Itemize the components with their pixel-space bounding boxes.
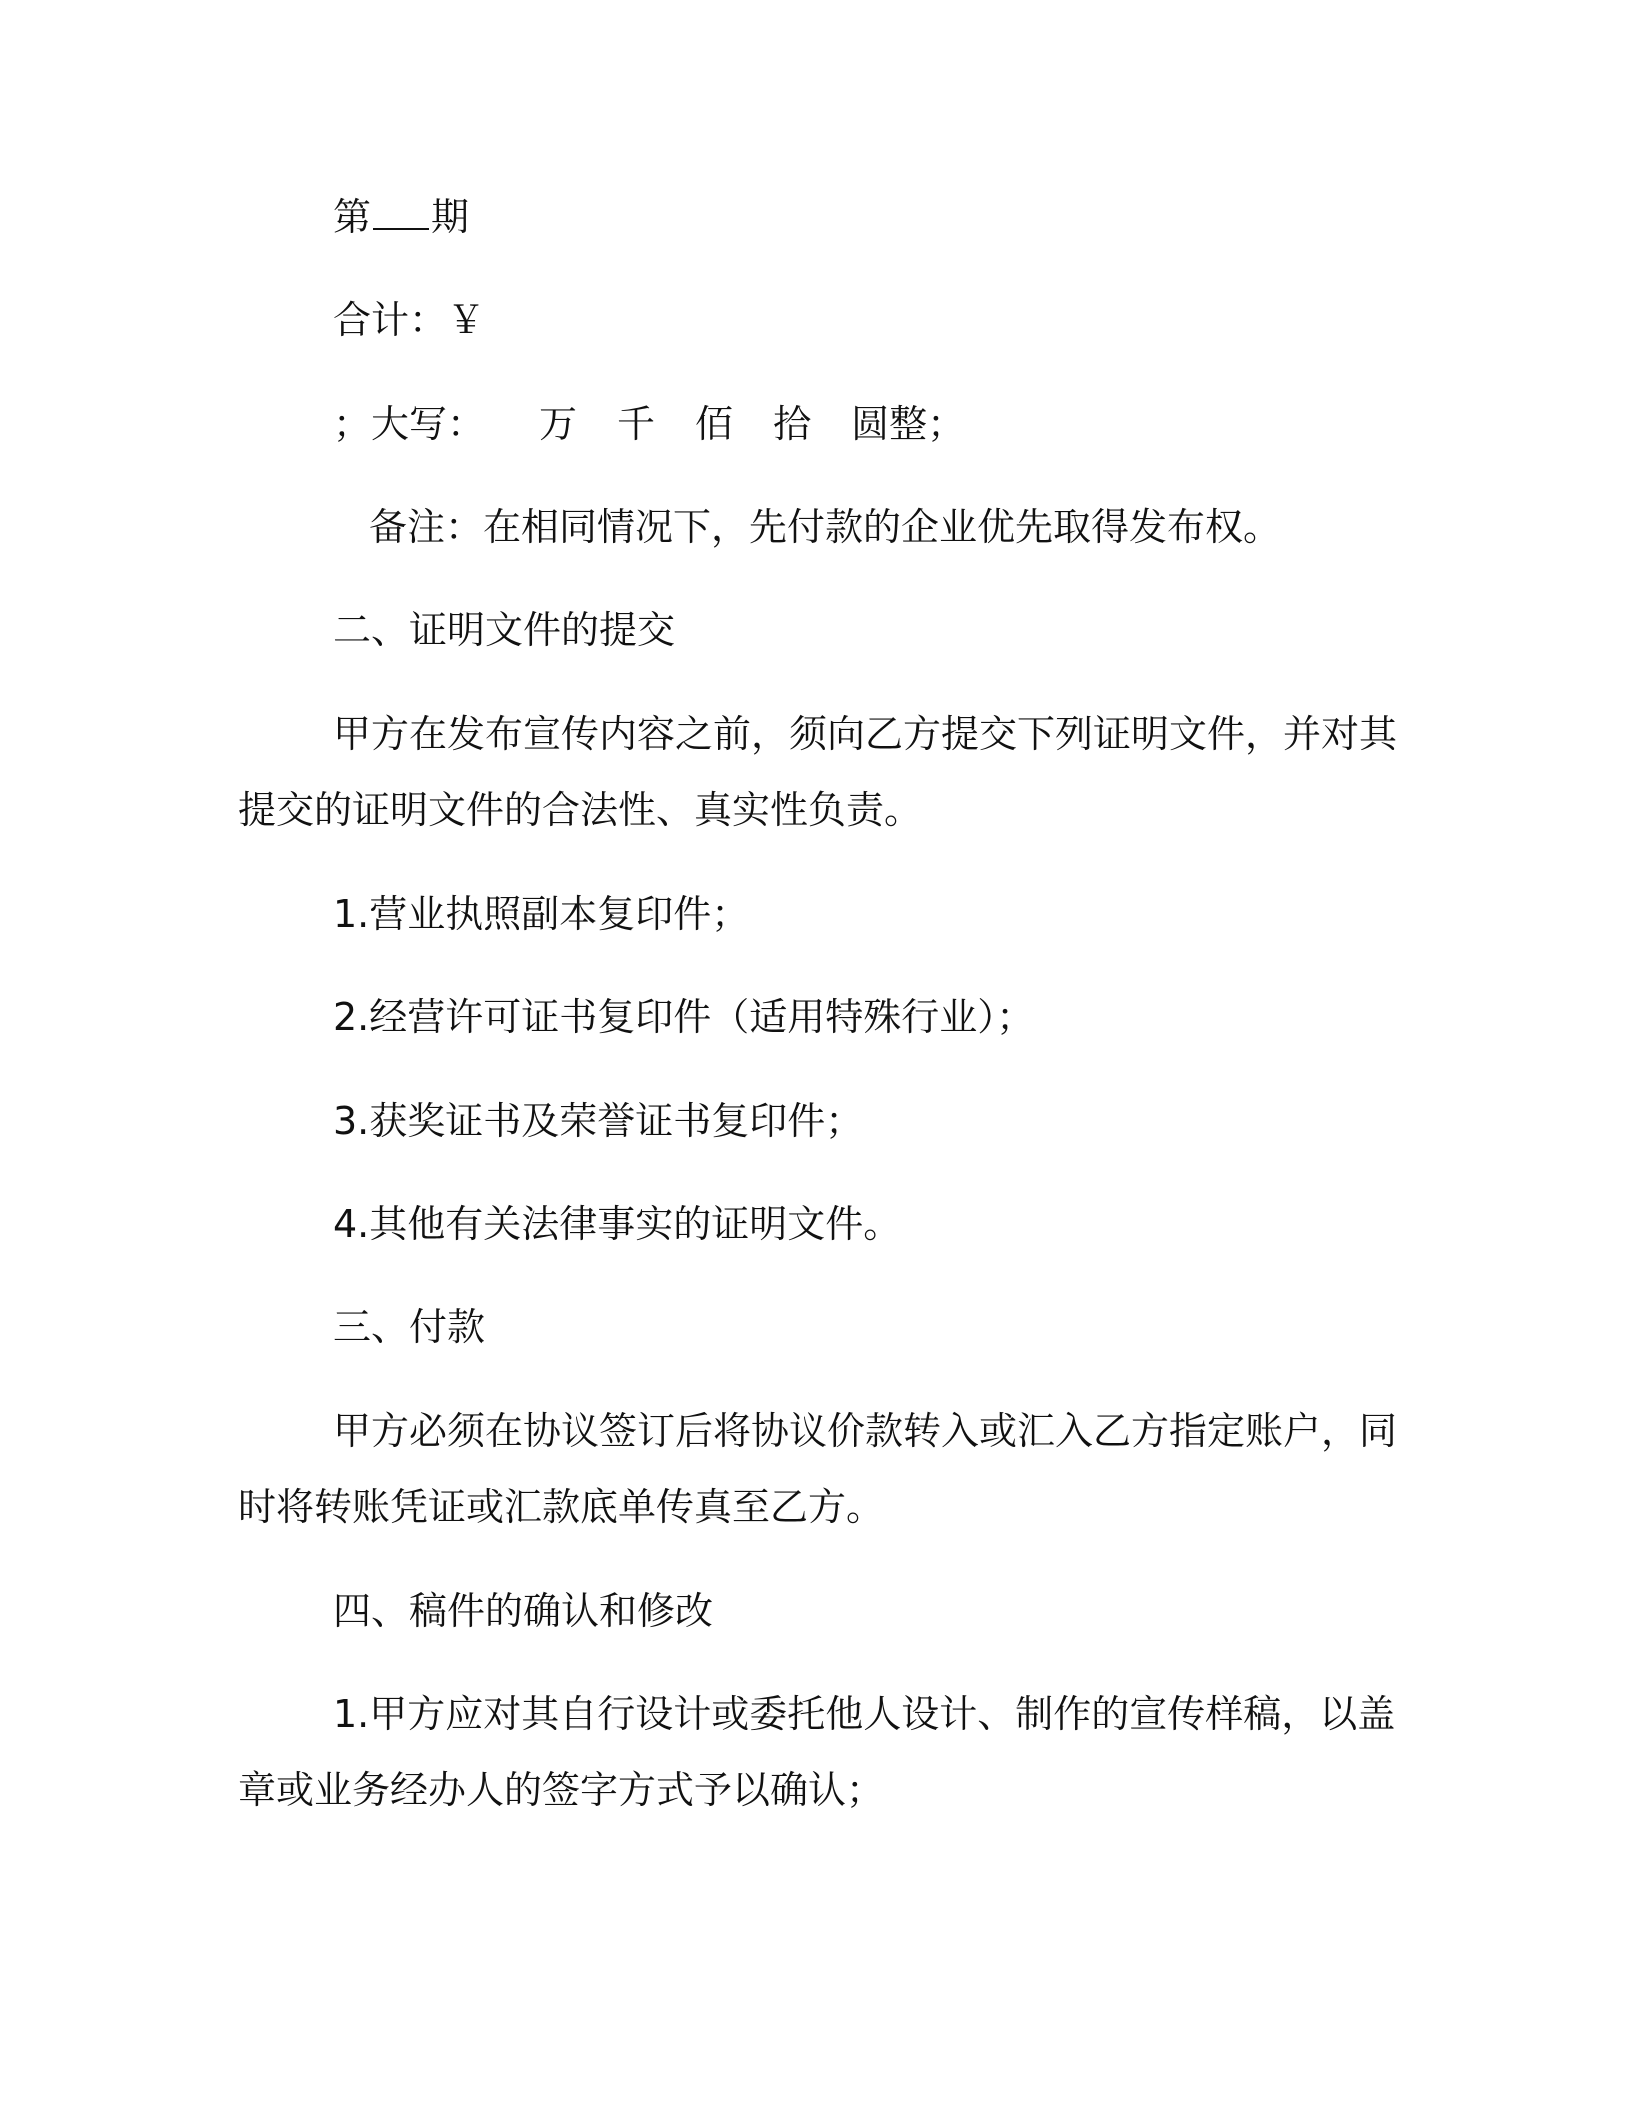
note-line: 备注：在相同情况下，先付款的企业优先取得发布权。 [369,505,1282,549]
period-suffix: 期 [431,195,470,239]
section3-para-line2: 时将转账凭证或汇款底单传真至乙方。 [238,1485,885,1529]
section3-para-line1: 甲方必须在协议签订后将协议价款转入或汇入乙方指定账户，同 [333,1409,1398,1453]
section2-item-4: 4.其他有关法律事实的证明文件。 [333,1202,902,1246]
amount-words-line [333,400,965,448]
section4-item1-line1: 1.甲方应对其自行设计或委托他人设计、制作的宣传样稿，以盖 [333,1692,1396,1736]
section2-heading: 二、证明文件的提交 [333,608,676,652]
section2-para-line1: 甲方在发布宣传内容之前，须向乙方提交下列证明文件，并对其 [333,712,1398,756]
period-line [333,193,469,241]
total-line: 合计：￥ [333,298,486,342]
section4-item1-line2: 章或业务经办人的签字方式予以确认； [238,1768,885,1812]
section2-para-line2: 提交的证明文件的合法性、真实性负责。 [238,788,923,832]
unit-yuanzheng: 圆整； [851,402,966,446]
section2-item-2: 2.经营许可证书复印件（适用特殊行业）； [333,995,1035,1039]
section4-heading: 四、稿件的确认和修改 [333,1589,714,1633]
section3-heading: 三、付款 [333,1305,486,1349]
unit-wan: 万 [539,402,578,446]
period-blank [373,194,429,230]
section2-item-3: 3.获奖证书及荣誉证书复印件； [333,1099,864,1143]
period-prefix: 第 [333,195,372,239]
section2-item-1: 1.营业执照副本复印件； [333,892,750,936]
unit-shi: 拾 [773,402,812,446]
unit-qian: 千 [617,402,656,446]
amount-words-label: ；大写： [333,402,486,446]
unit-bai: 佰 [695,402,734,446]
